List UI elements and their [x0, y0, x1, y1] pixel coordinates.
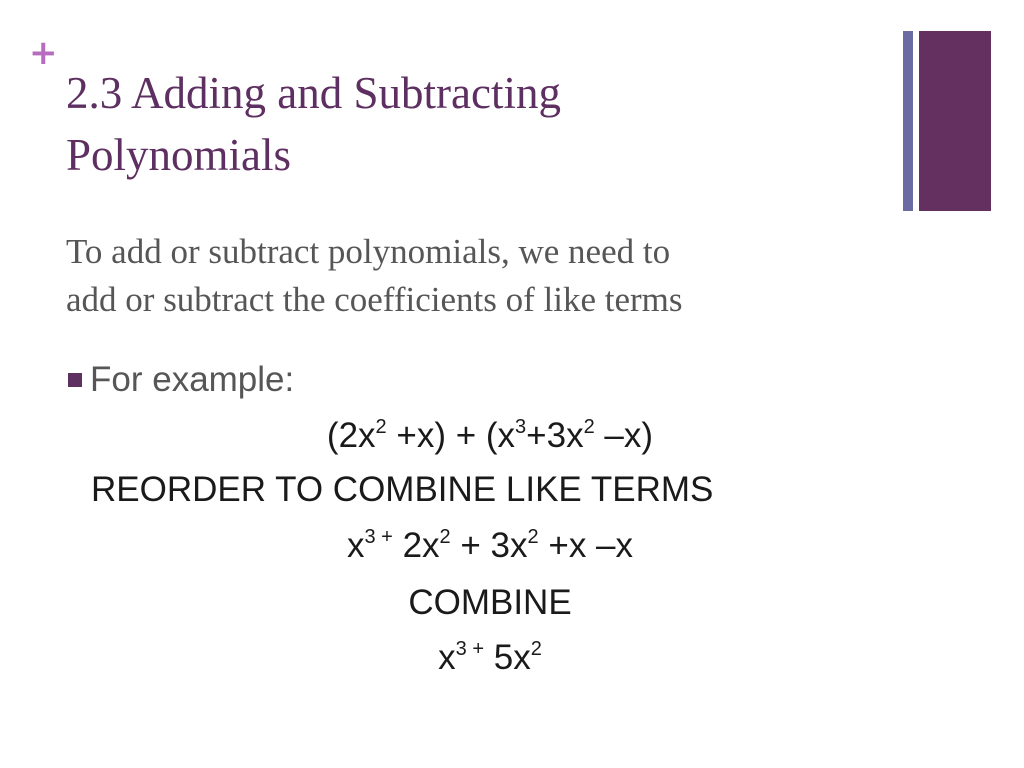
- intro-line-2: add or subtract the coefficients of like terms: [66, 280, 683, 319]
- example-expression-1: [190, 413, 790, 459]
- expr2-part: +x –x: [538, 526, 634, 565]
- expr1-part: +3x: [526, 416, 584, 455]
- bullet-text: For example:: [90, 360, 295, 399]
- intro-text: [66, 228, 886, 324]
- expr1-exponent: 2: [375, 416, 387, 438]
- slide-title-line-2: Polynomials: [66, 130, 292, 180]
- expr1-part: –x): [594, 416, 654, 455]
- expr3-exponent: 3 +: [455, 638, 485, 660]
- expr2-exponent: 2: [527, 526, 539, 548]
- example-expression-3: [190, 635, 790, 681]
- expr1-part: (2x: [326, 416, 376, 455]
- expr1-part: +x) + (x: [386, 416, 516, 455]
- expr2-part: 2x: [392, 526, 440, 565]
- expr2-part: + 3x: [450, 526, 528, 565]
- expr3-part: x: [438, 638, 456, 677]
- plus-icon: +: [29, 33, 58, 73]
- expr1-exponent: 2: [583, 416, 595, 438]
- expr1-exponent: 3: [515, 416, 527, 438]
- step-combine: COMBINE: [408, 583, 572, 622]
- decorative-bar-thin: [903, 31, 913, 211]
- bullet-item: [68, 357, 294, 403]
- slide-title: [66, 62, 866, 186]
- step-reorder: REORDER TO COMBINE LIKE TERMS: [91, 470, 714, 509]
- example-expression-2: [190, 523, 790, 569]
- slide-title-line-1: 2.3 Adding and Subtracting: [66, 68, 561, 118]
- expr3-exponent: 2: [530, 638, 542, 660]
- decorative-bar-thick: [919, 31, 991, 211]
- intro-line-1: To add or subtract polynomials, we need to: [66, 232, 671, 271]
- expr3-part: 5x: [484, 638, 531, 677]
- expr2-part: x: [346, 526, 365, 565]
- expr2-exponent: 3 +: [364, 526, 393, 548]
- square-bullet-icon: [68, 373, 82, 387]
- expr2-exponent: 2: [439, 526, 451, 548]
